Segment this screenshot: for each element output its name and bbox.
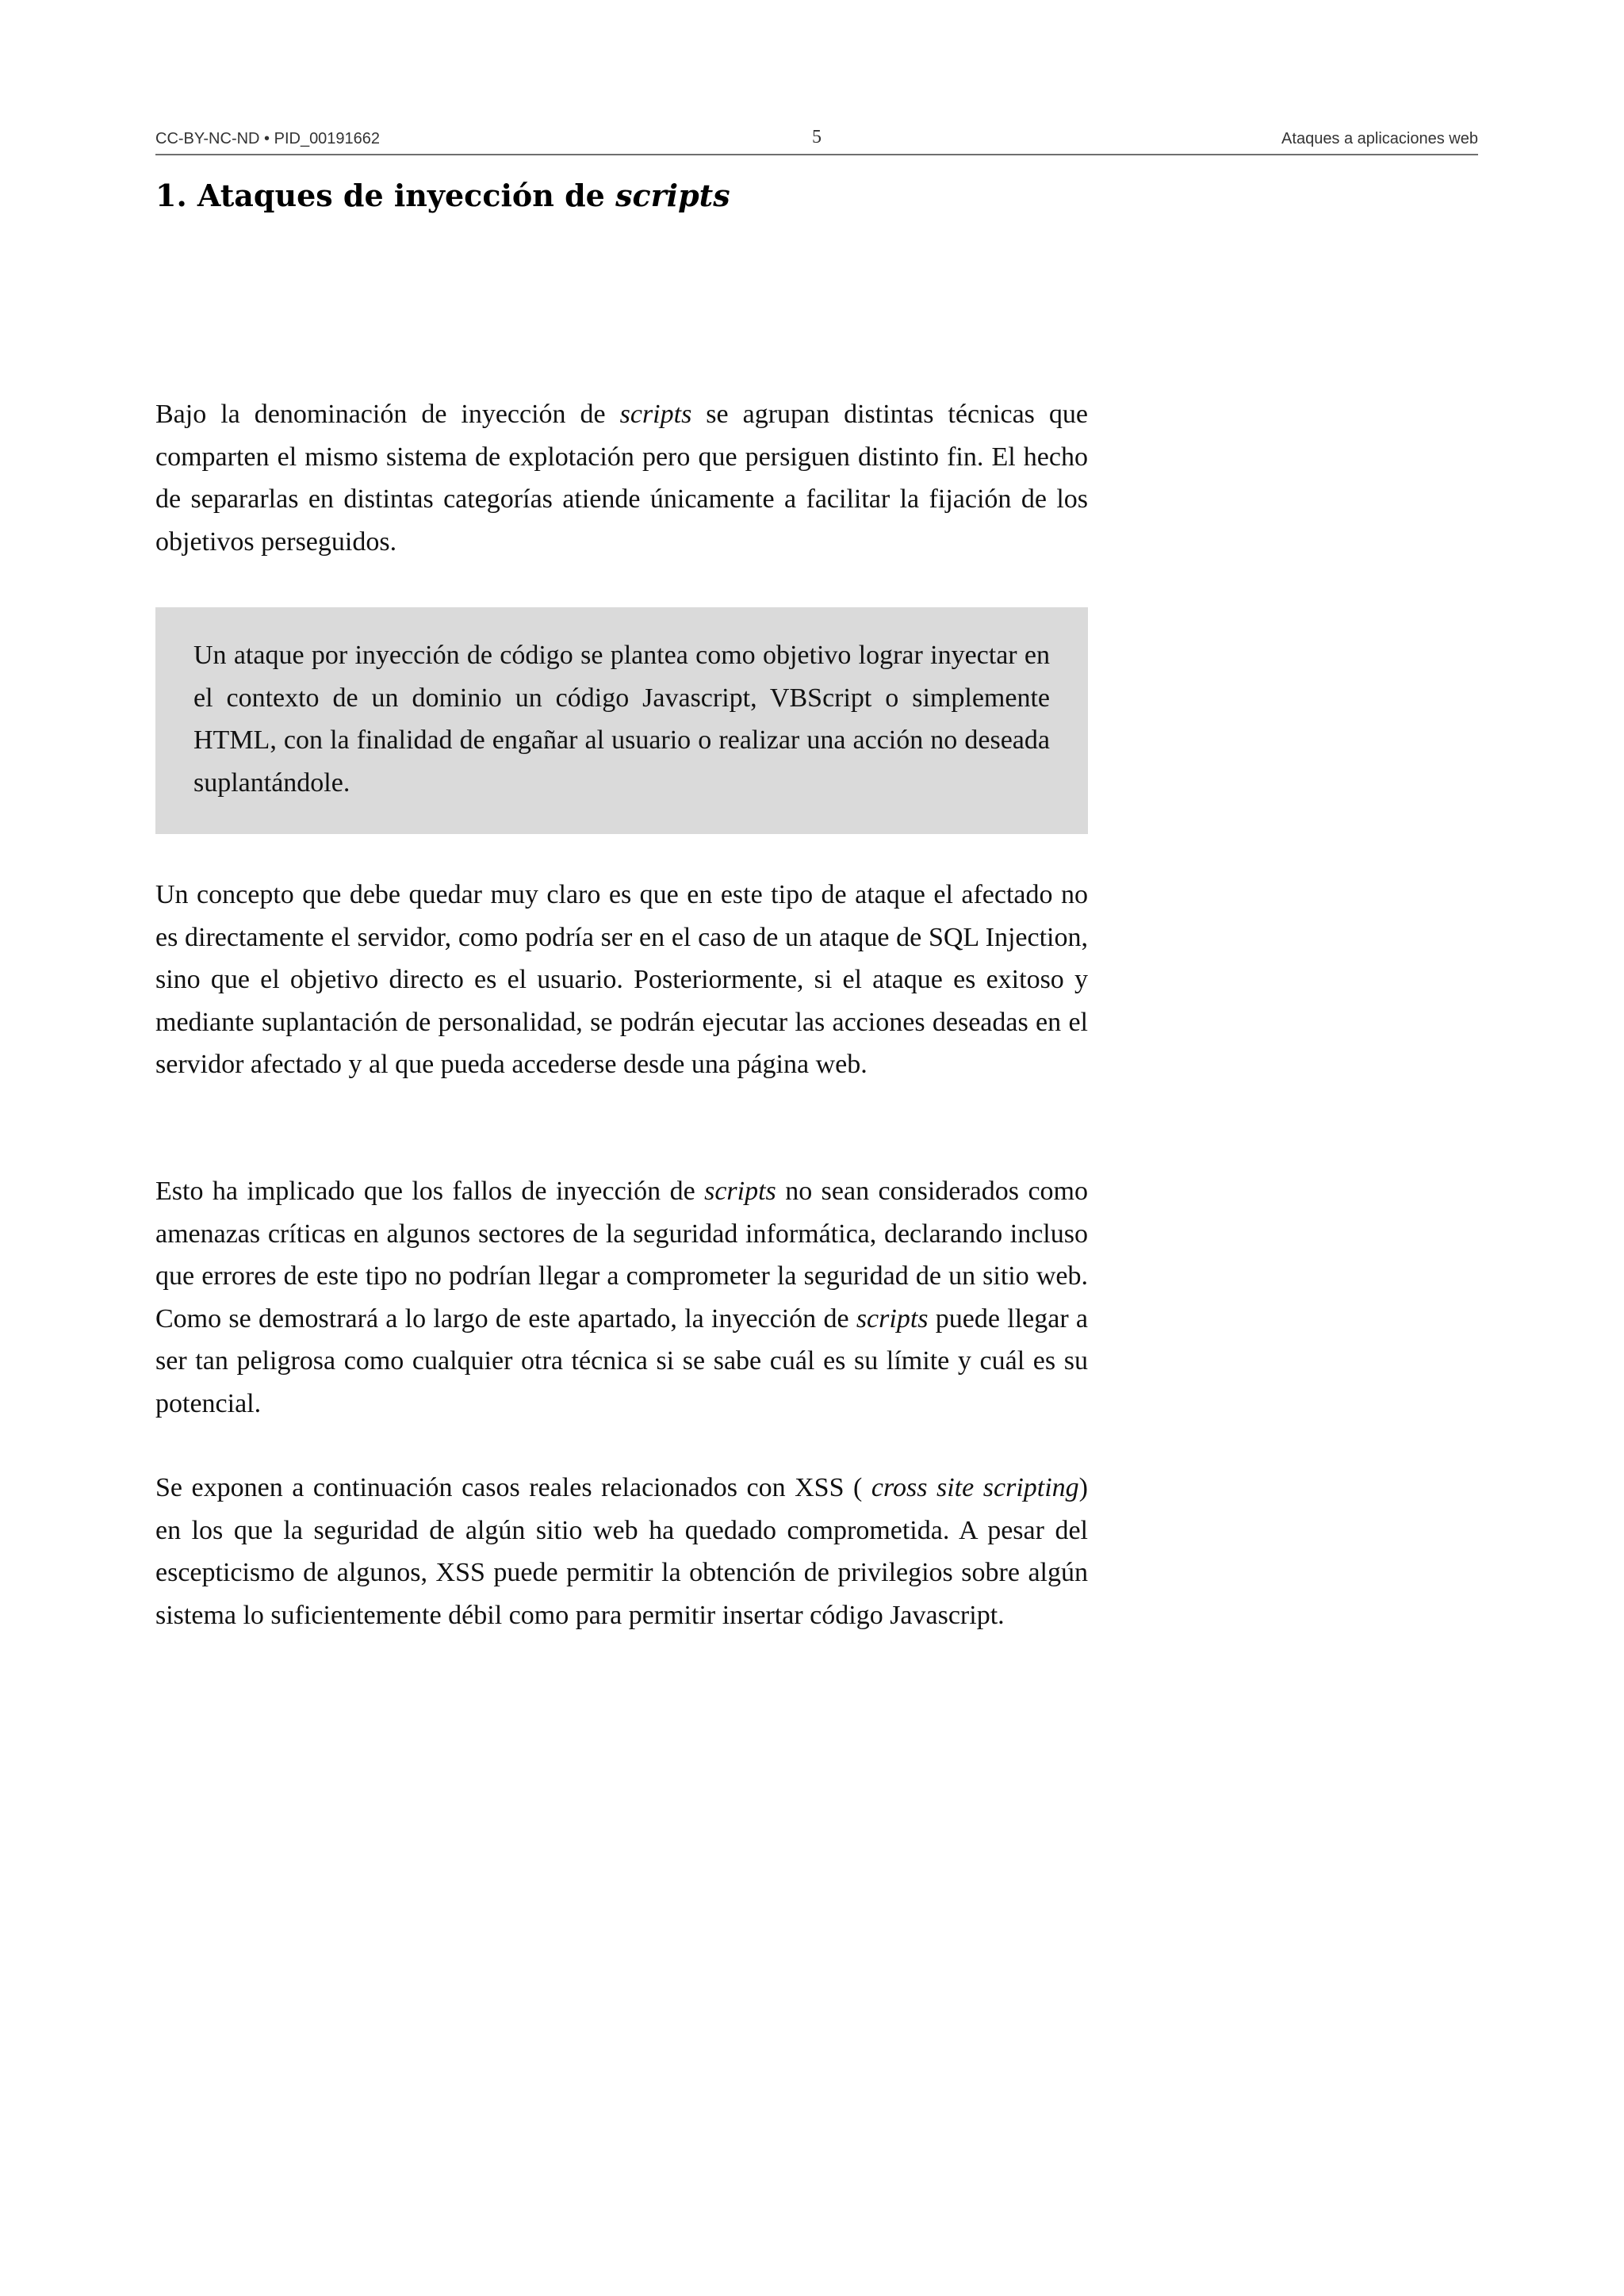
definition-callout-box: [155, 607, 1088, 834]
chapter-title-text: 1. Ataques de inyección de: [155, 178, 616, 213]
running-header: [155, 127, 1478, 155]
paragraph-xss-cases: [155, 1467, 1088, 1636]
chapter-title-emphasis: scripts: [615, 178, 730, 213]
paragraph-emphasis: scripts: [856, 1303, 929, 1334]
paragraph-text: Bajo la denominación de inyección de: [155, 400, 620, 429]
chapter-title: [155, 176, 730, 216]
paragraph-concept: Un concepto que debe quedar muy claro es que en este tipo de ataque el afectado no es directamente el servidor, como podría ser en el caso de un ataque de SQL Injection, sino que el objetivo directo es el usuario. Posteriormente, si el ataque es exitoso y mediante suplantación de personalidad, se podrán ejecutar las acciones deseadas en el servidor afectado y al que pueda accederse desde una página web.: [155, 880, 1088, 1079]
page-number: 5: [812, 127, 822, 147]
paragraph-intro: [155, 393, 1088, 563]
paragraph-text: no sean considerados como amenazas críticas en algunos sectores de la seguridad informática, declarando incluso que errores de este tipo no podrían llegar a comprometer la seguridad de un sitio web. Como se demostrará a lo largo de este apartado, la inyección de: [155, 1177, 1088, 1334]
paragraph-emphasis: scripts: [619, 400, 692, 429]
paragraph-text: puede llegar a ser tan peligrosa como cualquier otra técnica si se sabe cuál es su límite y cuál es su potencial.: [155, 1303, 1089, 1418]
paragraph-emphasis: scripts: [704, 1177, 776, 1206]
paragraph-text: Se exponen a continuación casos reales relacionados con XSS (: [155, 1473, 871, 1502]
paragraph-implications: [155, 1170, 1088, 1425]
header-document-title: Ataques a aplicaciones web: [1281, 130, 1478, 147]
paragraph-text: Esto ha implicado que los fallos de inyección de: [155, 1177, 705, 1206]
callout-text: Un ataque por inyección de código se plantea como objetivo lograr inyectar en el contexto de un dominio un código Javascript, VBScript o simplemente HTML, con la finalidad de engañar al usuario o realizar una acción no deseada suplantándole.: [193, 641, 1050, 798]
header-license-id: CC-BY-NC-ND • PID_00191662: [155, 130, 381, 147]
paragraph-text: ) en los que la seguridad de algún sitio web ha quedado comprometida. A pesar del escepticismo de algunos, XSS puede permitir la obtención de privilegios sobre algún sistema lo suficientemente débil como para permitir insertar código Javascript.: [155, 1473, 1088, 1630]
paragraph-emphasis: cross site scripting: [871, 1473, 1079, 1502]
paragraph-text: se agrupan distintas técnicas que comparten el mismo sistema de explotación pero que persiguen distinto fin. El hecho de separarlas en distintas categorías atiende únicamente a facilitar la fijación de los objetivos perseguidos.: [155, 400, 1088, 557]
